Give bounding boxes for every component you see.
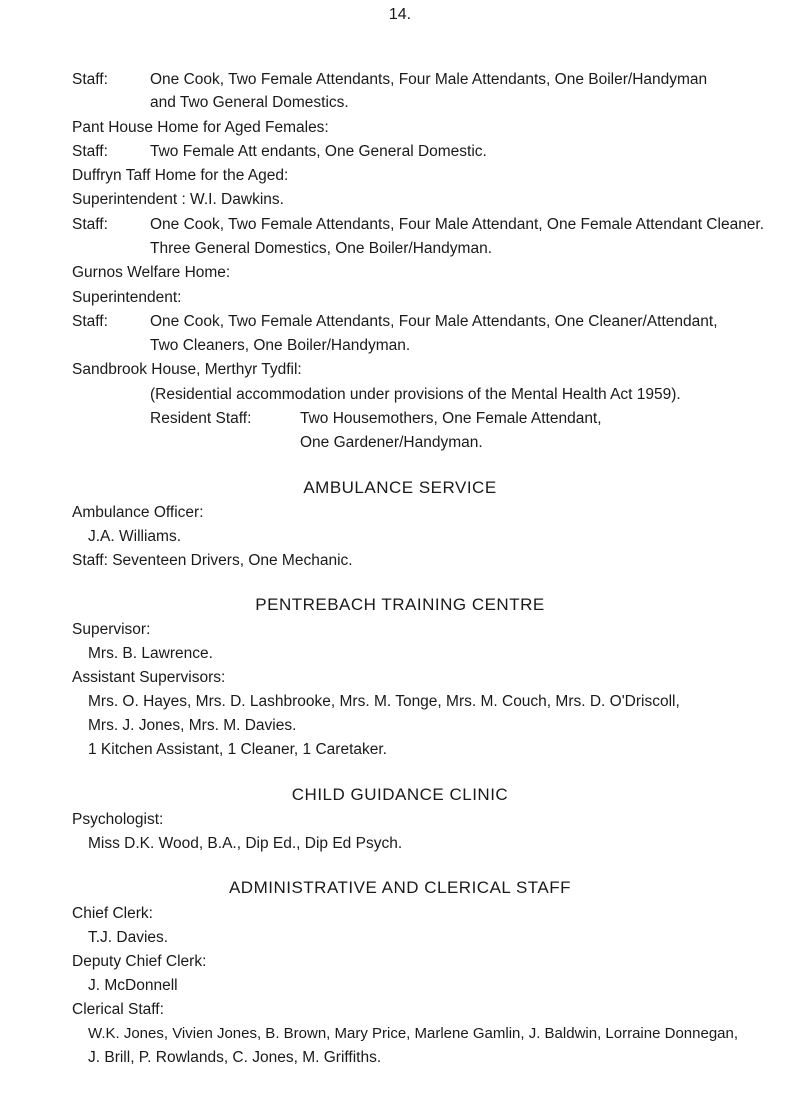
assistant-supervisors-line-2: Mrs. J. Jones, Mrs. M. Davies. <box>88 717 297 734</box>
child-guidance-heading: CHILD GUIDANCE CLINIC <box>291 785 509 804</box>
duffryn-superintendent: Superintendent : W.I. Dawkins. <box>72 191 284 208</box>
ambulance-officer-label: Ambulance Officer: <box>72 504 204 521</box>
gurnos-staff-line-2: Two Cleaners, One Boiler/Handyman. <box>150 337 411 354</box>
supervisor-name: Mrs. B. Lawrence. <box>88 645 213 662</box>
supervisor-label: Supervisor: <box>72 621 151 638</box>
duffryn-staff-line-2: Three General Domestics, One Boiler/Handyman. <box>150 240 493 257</box>
ambulance-staff: Staff: Seventeen Drivers, One Mechanic. <box>72 552 353 569</box>
sandbrook-note: (Residential accommodation under provisions of the Mental Health Act 1959). <box>150 386 681 403</box>
deputy-chief-clerk-label: Deputy Chief Clerk: <box>72 953 207 970</box>
intro-staff-line-1: One Cook, Two Female Attendants, Four Male Attendants, One Boiler/Handyman <box>150 71 708 88</box>
duffryn-staff-line-1: One Cook, Two Female Attendants, Four Male Attendant, One Female Attendant Cleaner. <box>150 216 765 233</box>
deputy-chief-clerk-name: J. McDonnell <box>88 977 178 994</box>
sandbrook-staff-line-2: One Gardener/Handyman. <box>300 434 483 451</box>
intro-staff-line-2: and Two General Domestics. <box>150 94 349 111</box>
page-number: 14. <box>388 6 412 23</box>
ambulance-heading: AMBULANCE SERVICE <box>303 478 497 497</box>
training-centre-heading: PENTREBACH TRAINING CENTRE <box>255 595 545 614</box>
pant-house-staff-label: Staff: <box>72 143 108 160</box>
gurnos-superintendent: Superintendent: <box>72 289 182 306</box>
chief-clerk-label: Chief Clerk: <box>72 905 153 922</box>
assistant-supervisors-line-1: Mrs. O. Hayes, Mrs. D. Lashbrooke, Mrs. M. Tonge, Mrs. M. Couch, Mrs. D. O'Driscoll, <box>88 693 680 710</box>
clerical-staff-line-2: J. Brill, P. Rowlands, C. Jones, M. Griffiths. <box>88 1049 382 1066</box>
pant-house-staff: Two Female Att endants, One General Domestic. <box>150 143 487 160</box>
gurnos-staff-line-1: One Cook, Two Female Attendants, Four Male Attendants, One Cleaner/Attendant, <box>150 313 718 330</box>
sandbrook-staff-label: Resident Staff: <box>150 410 252 427</box>
psychologist-name: Miss D.K. Wood, B.A., Dip Ed., Dip Ed Psych. <box>88 835 403 852</box>
gurnos-staff-label: Staff: <box>72 313 108 330</box>
gurnos-title: Gurnos Welfare Home: <box>72 264 231 281</box>
duffryn-title: Duffryn Taff Home for the Aged: <box>72 167 289 184</box>
administrative-heading: ADMINISTRATIVE AND CLERICAL STAFF <box>228 878 572 897</box>
sandbrook-title: Sandbrook House, Merthyr Tydfil: <box>72 361 302 378</box>
training-other-staff: 1 Kitchen Assistant, 1 Cleaner, 1 Caretaker. <box>88 741 387 758</box>
chief-clerk-name: T.J. Davies. <box>88 929 169 946</box>
ambulance-officer-name: J.A. Williams. <box>88 528 181 545</box>
assistant-supervisors-label: Assistant Supervisors: <box>72 669 226 686</box>
psychologist-label: Psychologist: <box>72 811 164 828</box>
sandbrook-staff-line-1: Two Housemothers, One Female Attendant, <box>300 410 602 427</box>
pant-house-title: Pant House Home for Aged Females: <box>72 119 329 136</box>
intro-staff-label: Staff: <box>72 71 108 88</box>
clerical-staff-label: Clerical Staff: <box>72 1001 164 1018</box>
clerical-staff-line-1: W.K. Jones, Vivien Jones, B. Brown, Mary Price, Marlene Gamlin, J. Baldwin, Lorraine Donnegan, <box>88 1025 739 1042</box>
duffryn-staff-label: Staff: <box>72 216 108 233</box>
